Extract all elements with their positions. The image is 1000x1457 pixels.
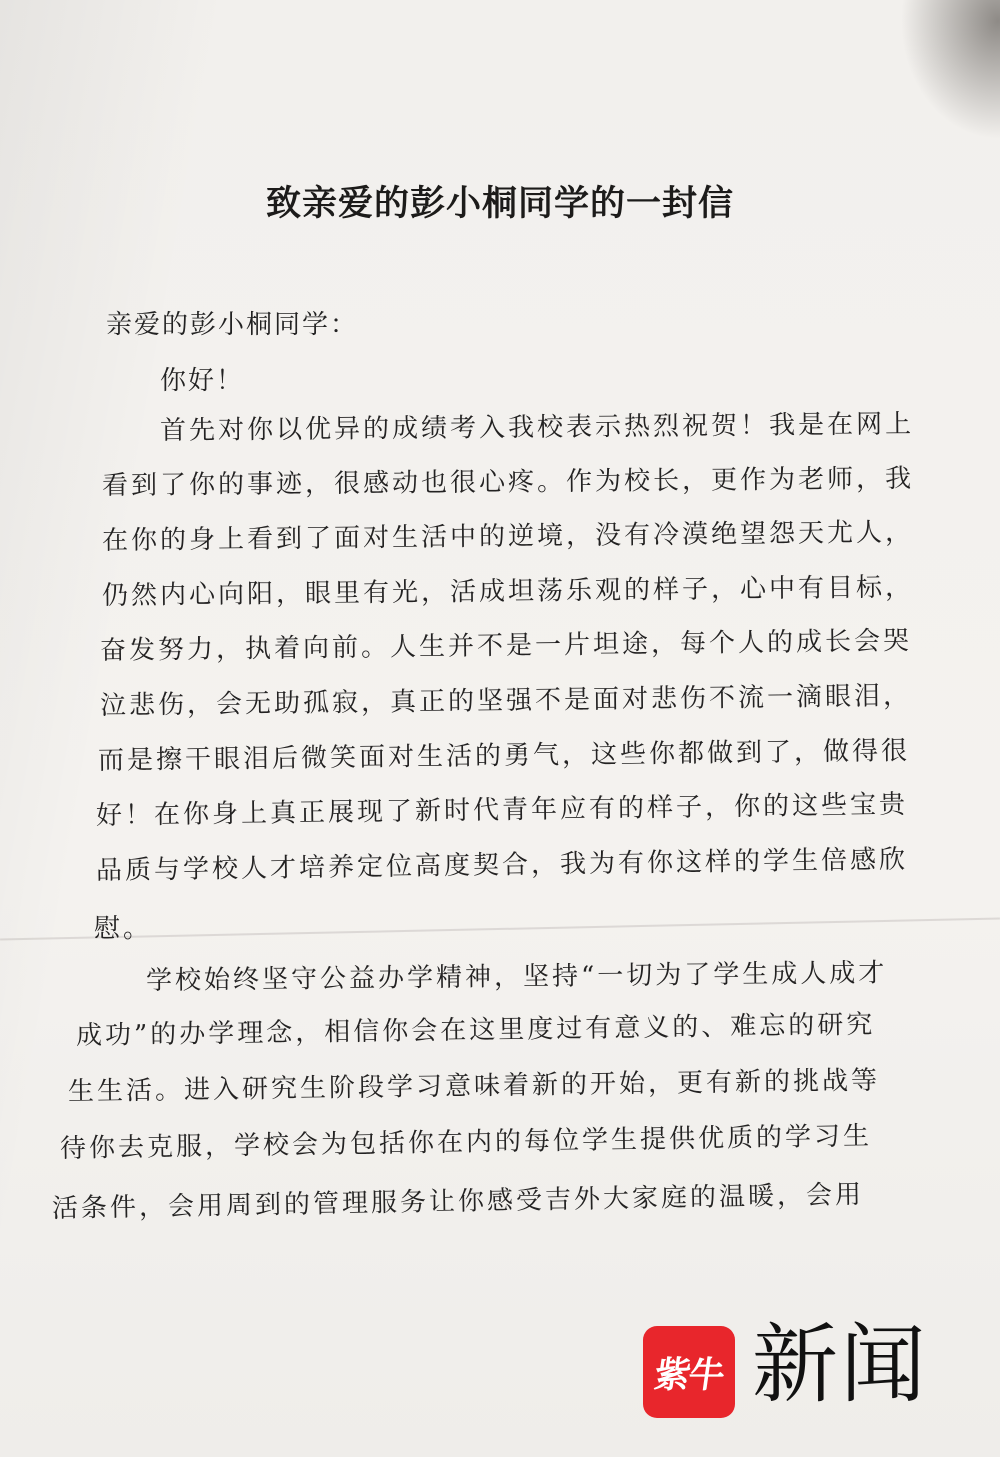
letter-line: 泣悲伤，会无助孤寂，真正的坚强不是面对悲伤不流一滴眼泪， (99, 681, 913, 721)
letter-line: 学校始终坚守公益办学精神，坚持“一切为了学生成人成才 (145, 958, 888, 996)
letter-line: 好！在你身上真正展现了新时代青年应有的样子，你的这些宝贵 (95, 789, 909, 831)
brand-name: 新闻 (752, 1315, 928, 1415)
letter-line: 生生活。进入研究生阶段学习意味着新的开始，更有新的挑战等 (67, 1065, 881, 1107)
letter-salutation: 亲爱的彭小桐同学： (106, 310, 359, 340)
corner-shadow (900, 0, 1000, 140)
letter-line: 成功”的办学理念，相信你会在这里度过有意义的、难忘的研究 (75, 1009, 876, 1051)
letter-line: 首先对你以优异的成绩考入我校表示热烈祝贺！我是在网上 (159, 409, 915, 446)
letter-line: 而是擦干眼泪后微笑面对生活的勇气，这些你都做到了，做得很 (97, 736, 911, 776)
letter-line: 待你去克服，学校会为包括你在内的每位学生提供优质的学习生 (59, 1121, 873, 1164)
letter-line: 在你的身上看到了面对生活中的逆境，没有冷漠绝望怨天尤人， (101, 517, 915, 556)
logo-text: 紫牛 (651, 1354, 726, 1396)
letter-line: 慰。 (94, 914, 153, 944)
letter-title: 致亲爱的彭小桐同学的一封信 (265, 183, 734, 224)
letter-line: 活条件，会用周到的管理服务让你感受吉外大家庭的温暖，会用 (51, 1179, 865, 1224)
letter-greeting: 你好！ (160, 366, 245, 396)
letter-line: 奋发努力，执着向前。人生并不是一片坦途，每个人的成长会哭 (99, 626, 913, 666)
letter-line: 看到了你的事迹，很感动也很心疼。作为校长，更作为老师，我 (101, 463, 915, 501)
letter-line: 仍然内心向阳，眼里有光，活成坦荡乐观的样子，心中有目标， (101, 572, 915, 611)
letter-line: 品质与学校人才培养定位高度契合，我为有你这样的学生倍感欣 (95, 844, 909, 886)
zini-news-logo (643, 1326, 735, 1418)
